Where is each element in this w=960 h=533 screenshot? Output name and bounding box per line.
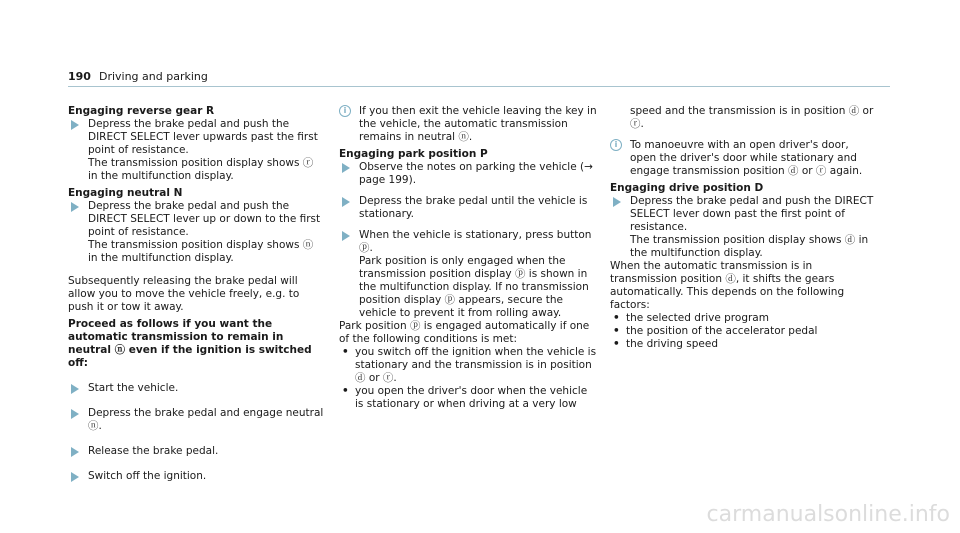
- paragraph: Subsequently releasing the brake pedal will allow you to move the vehicle freely, e.g. to push it or tow it away.: [68, 275, 300, 313]
- bullet-icon: •: [613, 312, 620, 324]
- heading-park: Engaging park position P: [339, 148, 488, 160]
- step: [68, 407, 324, 433]
- list-item-text: you switch off the ignition when the vehicle is stationary and the transmission is in position ⓓ or ⓡ.: [355, 346, 597, 384]
- list-item-text: you open the driver's door when the vehicle is stationary or when driving at a very low: [355, 385, 588, 410]
- list-item: [610, 312, 874, 325]
- step: [68, 200, 324, 265]
- paragraph: speed and the transmission is in position ⓓ or ⓡ.: [630, 105, 874, 130]
- arrow-right-icon: [613, 197, 621, 207]
- step-text: Depress the brake pedal and push the DIRECT SELECT lever upwards past the first point of resistance.: [88, 118, 318, 156]
- bullet-icon: •: [613, 325, 620, 337]
- step-text: Depress the brake pedal and engage neutral ⓝ.: [88, 407, 324, 432]
- info-icon: i: [610, 139, 622, 151]
- step-text: The transmission position display shows ⓓ in the multifunction display.: [630, 234, 869, 259]
- list-item: [610, 325, 874, 338]
- column-1: [68, 105, 324, 483]
- arrow-right-icon: [342, 197, 350, 207]
- bullet-icon: •: [342, 385, 349, 397]
- arrow-right-icon: [342, 231, 350, 241]
- list-item: [339, 385, 597, 411]
- step: [339, 195, 597, 221]
- step: [68, 445, 324, 458]
- list-item: [610, 338, 874, 351]
- arrow-right-icon: [71, 447, 79, 457]
- step-text: Release the brake pedal.: [88, 445, 219, 457]
- step-text: Depress the brake pedal and push the DIRECT SELECT lever up or down to the first point of resistance.: [88, 200, 321, 238]
- note-text: If you then exit the vehicle leaving the key in the vehicle, the automatic transmission remains in neutral ⓝ.: [359, 105, 597, 143]
- list-item: [339, 346, 597, 385]
- step: [339, 229, 597, 320]
- list-item-text: the position of the accelerator pedal: [626, 325, 818, 337]
- page-number: 190: [68, 70, 91, 83]
- arrow-right-icon: [71, 202, 79, 212]
- page-header: [68, 70, 890, 84]
- step: [68, 118, 324, 183]
- step-text: Park position is only engaged when the transmission position display ⓟ is shown in the multifunction display. If no transmission position display ⓟ appears, secure the vehicle to prevent it from rolling away.: [359, 255, 589, 319]
- heading-reverse: Engaging reverse gear R: [68, 105, 215, 117]
- step: [339, 161, 597, 187]
- paragraph: When the automatic transmission is in transmission position ⓓ, it shifts the gears automatically. This depends on the following factors:: [610, 260, 845, 311]
- step: [68, 470, 324, 483]
- note-text: To manoeuvre with an open driver's door, open the driver's door while stationary and engage transmission position ⓓ or ⓡ again.: [630, 139, 863, 177]
- step: [68, 382, 324, 395]
- column-3: [610, 105, 874, 351]
- arrow-right-icon: [71, 409, 79, 419]
- header-rule: [68, 86, 890, 87]
- section-title: Driving and parking: [98, 70, 208, 83]
- note: [339, 105, 597, 144]
- watermark: carmanualsonline.info: [706, 502, 950, 527]
- list-item-text: the selected drive program: [626, 312, 769, 324]
- heading-drive: Engaging drive position D: [610, 182, 764, 194]
- note: [610, 139, 874, 178]
- arrow-right-icon: [71, 120, 79, 130]
- info-icon: i: [339, 105, 351, 117]
- paragraph: Park position ⓟ is engaged automatically if one of the following conditions is met:: [339, 320, 590, 345]
- step-text: Observe the notes on parking the vehicle (→ page 199).: [359, 161, 593, 186]
- step: [610, 195, 874, 260]
- step-text: Depress the brake pedal and push the DIRECT SELECT lever down past the first point of resistance.: [630, 195, 874, 233]
- list-item-text: the driving speed: [626, 338, 718, 350]
- heading-neutral: Engaging neutral N: [68, 187, 183, 199]
- step-text: The transmission position display shows ⓝ in the multifunction display.: [88, 239, 314, 264]
- column-2: [339, 105, 597, 411]
- heading-proceed: Proceed as follows if you want the automatic transmission to remain in neutral ⓝ even if the ignition is switched off:: [68, 318, 312, 369]
- step-text: Start the vehicle.: [88, 382, 179, 394]
- step-text: Depress the brake pedal until the vehicle is stationary.: [359, 195, 588, 220]
- arrow-right-icon: [342, 163, 350, 173]
- bullet-icon: •: [613, 338, 620, 350]
- bullet-icon: •: [342, 346, 349, 358]
- step-text: Switch off the ignition.: [88, 470, 207, 482]
- step-text: The transmission position display shows ⓡ in the multifunction display.: [88, 157, 314, 182]
- arrow-right-icon: [71, 384, 79, 394]
- step-text: When the vehicle is stationary, press button ⓟ.: [359, 229, 592, 254]
- arrow-right-icon: [71, 472, 79, 482]
